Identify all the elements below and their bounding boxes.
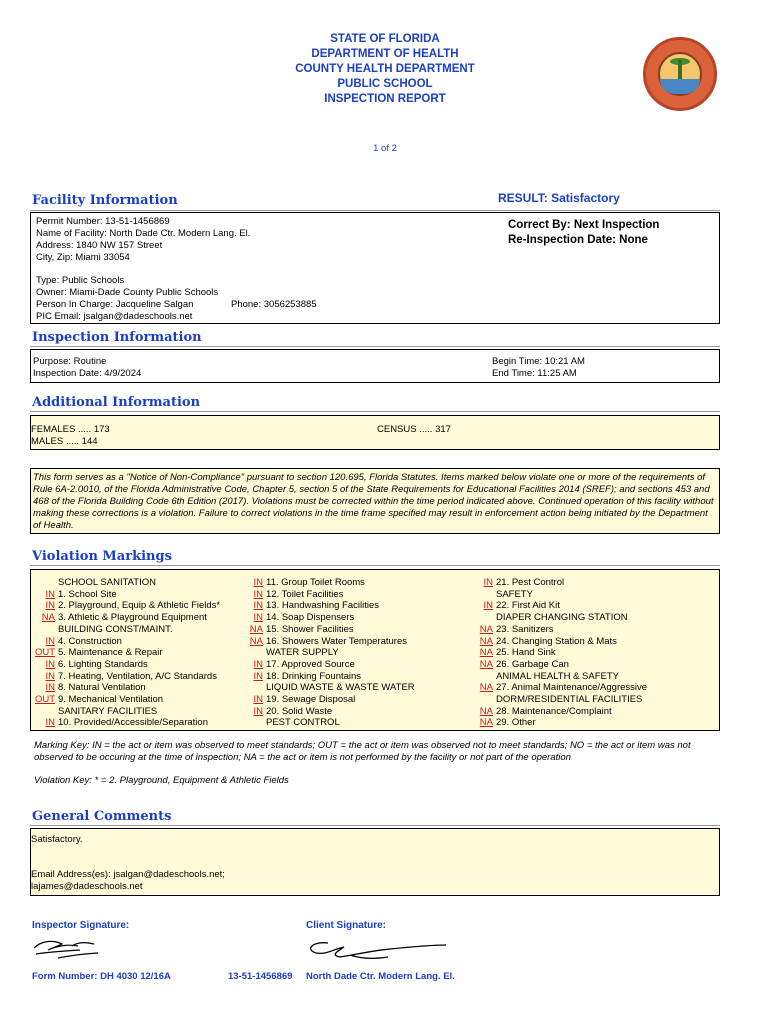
violation-mark: NA bbox=[249, 623, 263, 635]
violation-label: 4. Construction bbox=[58, 635, 122, 647]
general-comments-box bbox=[30, 828, 720, 896]
violation-mark: NA bbox=[479, 705, 493, 717]
violation-label: 28. Maintenance/Complaint bbox=[496, 705, 612, 717]
violation-item bbox=[465, 624, 554, 636]
census-count: CENSUS ..... 317 bbox=[377, 424, 451, 435]
violation-label: LIQUID WASTE & WASTE WATER bbox=[266, 682, 415, 694]
violation-label: BUILDING CONST/MAINT. bbox=[58, 623, 173, 635]
violation-label: 15. Shower Facilities bbox=[266, 623, 354, 635]
violation-label: 25. Hand Sink bbox=[496, 647, 556, 659]
violation-item bbox=[27, 706, 157, 718]
section-divider bbox=[30, 565, 720, 566]
violation-label: PEST CONTROL bbox=[266, 717, 340, 729]
violation-label: 9. Mechanical Ventilation bbox=[58, 694, 164, 705]
violation-label: 1. School Site bbox=[58, 588, 117, 600]
end-time: End Time: 11:25 AM bbox=[492, 368, 577, 379]
inspector-signature-label: Inspector Signature: bbox=[32, 920, 130, 931]
violation-key: Violation Key: * = 2. Playground, Equipment & Athletic Fields bbox=[34, 775, 289, 786]
inspection-date: Inspection Date: 4/9/2024 bbox=[33, 368, 142, 379]
correct-by: Correct By: Next Inspection bbox=[508, 219, 660, 231]
violation-item bbox=[465, 682, 647, 694]
violation-item bbox=[235, 577, 365, 589]
violation-label: 3. Athletic & Playground Equipment bbox=[58, 612, 207, 624]
violation-label: 18. Drinking Fountains bbox=[266, 670, 362, 682]
violation-label: SCHOOL SANITATION bbox=[58, 577, 157, 588]
violation-item bbox=[235, 647, 339, 659]
violation-label: 6. Lighting Standards bbox=[58, 658, 148, 670]
violation-item bbox=[235, 694, 355, 706]
facility-address: Address: 1840 NW 157 Street bbox=[36, 240, 163, 251]
florida-seal-icon bbox=[643, 37, 717, 111]
section-divider bbox=[30, 825, 720, 826]
violation-item bbox=[465, 671, 619, 683]
violation-label: WATER SUPPLY bbox=[266, 647, 339, 659]
violation-mark: IN bbox=[253, 670, 263, 682]
client-signature-label: Client Signature: bbox=[306, 920, 387, 931]
violation-mark: IN bbox=[253, 600, 263, 612]
violation-label: 17. Approved Source bbox=[266, 658, 355, 670]
violation-label: 24. Changing Station & Mats bbox=[496, 635, 617, 647]
inspection-info-box bbox=[30, 349, 720, 383]
violation-mark: IN bbox=[45, 600, 55, 612]
comments-email-line-2: lajames@dadeschools.net bbox=[31, 881, 143, 892]
violation-label: 22. First Aid Kit bbox=[496, 600, 560, 612]
inspection-purpose: Purpose: Routine bbox=[33, 356, 107, 367]
violation-item bbox=[235, 706, 332, 718]
violation-mark: IN bbox=[45, 588, 55, 600]
section-divider bbox=[30, 210, 720, 211]
violation-label: 13. Handwashing Facilities bbox=[266, 600, 380, 612]
violation-label: 29. Other bbox=[496, 717, 536, 729]
violation-item bbox=[235, 589, 343, 601]
violation-item bbox=[27, 612, 207, 624]
violation-item bbox=[465, 577, 564, 589]
person-in-charge: Person In Charge: Jacqueline Salgan bbox=[36, 299, 194, 310]
violation-label: 21. Pest Control bbox=[496, 577, 565, 588]
violation-mark: OUT bbox=[34, 694, 55, 705]
violation-item bbox=[465, 636, 617, 648]
violation-item bbox=[27, 671, 217, 683]
violation-mark: NA bbox=[479, 717, 493, 729]
phone-number: Phone: 3056253885 bbox=[231, 299, 317, 310]
violation-label: 23. Sanitizers bbox=[496, 623, 554, 635]
violation-item bbox=[465, 612, 628, 624]
section-divider bbox=[30, 346, 720, 347]
inspector-signature-image bbox=[28, 934, 108, 962]
violation-mark: NA bbox=[249, 635, 263, 647]
violation-item bbox=[27, 682, 146, 694]
violation-item bbox=[27, 647, 163, 659]
comments-section-title: General Comments bbox=[32, 809, 172, 824]
client-signature-image bbox=[300, 935, 450, 965]
violation-mark: IN bbox=[253, 577, 263, 588]
violation-mark: IN bbox=[253, 588, 263, 600]
females-count: FEMALES ..... 173 bbox=[31, 424, 110, 435]
violation-mark: IN bbox=[483, 600, 493, 612]
violations-section-title: Violation Markings bbox=[32, 549, 172, 564]
violation-item bbox=[27, 589, 117, 601]
facility-type: Type: Public Schools bbox=[36, 275, 125, 286]
violation-label: 16. Showers Water Temperatures bbox=[266, 635, 407, 647]
violation-item bbox=[27, 694, 163, 706]
violation-mark: NA bbox=[479, 635, 493, 647]
violation-label: 14. Soap Dispensers bbox=[266, 612, 355, 624]
violation-label: 2. Playground, Equip & Athletic Fields* bbox=[58, 600, 221, 612]
comments-email-line-1: Email Address(es): jsalgan@dadeschools.net; bbox=[31, 869, 225, 880]
violation-mark: OUT bbox=[34, 647, 55, 659]
additional-section-title: Additional Information bbox=[32, 395, 201, 410]
violation-label: DIAPER CHANGING STATION bbox=[496, 612, 628, 624]
facility-owner: Owner: Miami-Dade County Public Schools bbox=[36, 287, 219, 298]
violation-label: 10. Provided/Accessible/Separation bbox=[58, 717, 208, 729]
violation-label: 7. Heating, Ventilation, A/C Standards bbox=[58, 670, 217, 682]
violation-label: DORM/RESIDENTIAL FACILITIES bbox=[496, 694, 643, 705]
violation-item bbox=[465, 694, 642, 706]
violation-item bbox=[27, 717, 208, 729]
inspection-section-title: Inspection Information bbox=[32, 330, 202, 345]
section-divider bbox=[30, 411, 720, 412]
violation-mark: NA bbox=[479, 623, 493, 635]
violation-label: ANIMAL HEALTH & SAFETY bbox=[496, 670, 619, 682]
violation-mark: NA bbox=[479, 658, 493, 670]
violation-item bbox=[27, 600, 220, 612]
violation-label: SAFETY bbox=[496, 588, 533, 600]
header-line-1: STATE OF FLORIDA bbox=[330, 33, 440, 45]
violation-mark: IN bbox=[45, 658, 55, 670]
violation-item bbox=[235, 671, 361, 683]
violation-label: 20. Solid Waste bbox=[266, 705, 333, 717]
violation-item bbox=[465, 659, 569, 671]
page-number: 1 of 2 bbox=[373, 143, 397, 154]
facility-city-zip: City, Zip: Miami 33054 bbox=[36, 252, 130, 263]
violation-item bbox=[27, 636, 122, 648]
violation-item bbox=[27, 577, 156, 589]
violation-item bbox=[465, 717, 536, 729]
header-line-3: COUNTY HEALTH DEPARTMENT bbox=[295, 63, 475, 75]
violation-item bbox=[27, 659, 148, 671]
violation-item bbox=[465, 706, 612, 718]
result-label: RESULT: Satisfactory bbox=[498, 191, 620, 205]
violation-mark: IN bbox=[45, 717, 55, 729]
violation-mark: NA bbox=[41, 612, 55, 624]
violation-item bbox=[235, 612, 354, 624]
comments-text: Satisfactory. bbox=[31, 834, 83, 845]
violation-mark: NA bbox=[479, 647, 493, 659]
begin-time: Begin Time: 10:21 AM bbox=[492, 356, 585, 367]
additional-info-box bbox=[30, 415, 720, 450]
facility-info-box bbox=[30, 212, 720, 324]
violation-label: 8. Natural Ventilation bbox=[58, 682, 146, 694]
violation-label: 5. Maintenance & Repair bbox=[58, 647, 163, 659]
violation-item bbox=[465, 600, 560, 612]
violation-mark: IN bbox=[253, 658, 263, 670]
facility-name: Name of Facility: North Dade Ctr. Modern Lang. El. bbox=[36, 228, 251, 239]
males-count: MALES ..... 144 bbox=[31, 436, 98, 447]
violation-label: 11. Group Toilet Rooms bbox=[266, 577, 365, 588]
violation-label: SANITARY FACILITIES bbox=[58, 705, 158, 717]
violation-item bbox=[235, 624, 354, 636]
reinspection-date: Re-Inspection Date: None bbox=[508, 234, 648, 246]
violation-mark: IN bbox=[253, 705, 263, 717]
violation-label: 19. Sewage Disposal bbox=[266, 694, 356, 705]
violation-mark: IN bbox=[45, 635, 55, 647]
violation-mark: NA bbox=[479, 682, 493, 694]
violation-mark: IN bbox=[45, 670, 55, 682]
non-compliance-notice: This form serves as a "Notice of Non-Compliance" pursuant to section 120.695, Florida Statutes. Items marked below violate one or more of the requirements of Rule 6A-2.0010, of the Florida Administrative Code, Chapter 5, section 5 of the State Requirements for Educational Facilities 2014 (SREF); and sections 453 and 468 of the Florida Building Code 6th Edition (2017). Violations must be corrected within the time period indicated above. Continued operation of this facility without making these corrections is a violation. Failure to correct violations in the time frame specified may result in enforcement action being initiated by the Department of Health. bbox=[30, 468, 720, 534]
violation-item bbox=[235, 717, 340, 729]
violation-item bbox=[235, 659, 355, 671]
header-line-2: DEPARTMENT OF HEALTH bbox=[311, 48, 459, 60]
header-line-4: PUBLIC SCHOOL bbox=[337, 78, 433, 90]
violation-item bbox=[235, 682, 415, 694]
violation-label: 12. Toilet Facilities bbox=[266, 588, 344, 600]
violation-item bbox=[27, 624, 173, 636]
header-line-5: INSPECTION REPORT bbox=[324, 93, 446, 105]
violation-item bbox=[465, 647, 556, 659]
violation-label: 27. Animal Maintenance/Aggressive bbox=[496, 682, 648, 694]
violation-item bbox=[235, 636, 407, 648]
pic-email: PIC Email: jsalgan@dadeschools.net bbox=[36, 311, 193, 322]
violation-item bbox=[235, 600, 379, 612]
marking-key: Marking Key: IN = the act or item was observed to meet standards; OUT = the act or item was observed not to meet standards; NO = the act or item was not observed to be occuring at the time of inspection; NA = the act or item is not performed by the facility or not part of the operation bbox=[34, 740, 691, 763]
violation-mark: IN bbox=[253, 612, 263, 624]
footer-permit-number: 13-51-1456869 bbox=[228, 971, 293, 982]
form-number: Form Number: DH 4030 12/16A bbox=[32, 971, 171, 982]
footer-facility-name: North Dade Ctr. Modern Lang. El. bbox=[306, 971, 455, 982]
violation-mark: IN bbox=[483, 577, 493, 588]
violation-label: 26. Garbage Can bbox=[496, 658, 569, 670]
permit-number: Permit Number: 13-51-1456869 bbox=[36, 216, 170, 227]
violation-mark: IN bbox=[253, 694, 263, 705]
violation-mark: IN bbox=[45, 682, 55, 694]
facility-section-title: Facility Information bbox=[32, 193, 178, 208]
violation-item bbox=[465, 589, 533, 601]
